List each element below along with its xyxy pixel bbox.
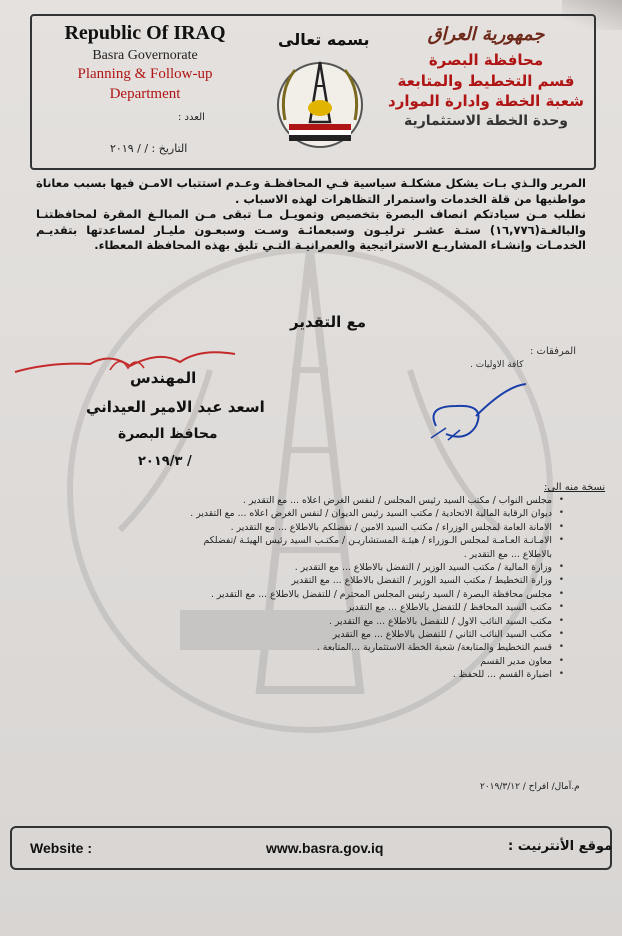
basmala: بسمه تعالى <box>278 30 370 49</box>
list-item: • الامـانـة العـامـة لمجلس الـوزراء / هيئـة المستشاريـن / مكتـب السيد رئيس الهيئـة /تفضلكم <box>40 534 564 547</box>
list-item: • مجلس النواب / مكتب السيد رئيس المجلس / لنفس الغرض اعلاه ... مع التقدير . <box>40 494 564 507</box>
list-item: • وزارة التخطيط / مكتب السيد الوزير / التفضل بالاطلاع ... مع التقدير <box>40 574 564 587</box>
letter-body <box>36 176 586 254</box>
list-item: • ديوان الرقابة المالية الاتحادية / مكتب السيد رئيس الديوان / لنفس الغرض اعلاه ... مع التقدير . <box>40 507 564 520</box>
list-item: • مكتب السيد المحافظ / للتفضل بالاطلاع ... مع التقدير <box>40 601 564 614</box>
website-label-ar: موقع الأنترنيت : <box>508 839 613 854</box>
date-label: التاريخ : / / ٢٠١٩ <box>110 142 188 155</box>
list-item: • مجلس محافظة البصرة / السيد رئيس المجلس المحترم / للتفضل بالاطلاع ... مع التقدير . <box>40 588 564 601</box>
list-item: بالاطلاع ... مع التقدير . <box>463 548 552 560</box>
signatory-role: محافظ البصرة <box>118 426 218 442</box>
list-item: • الامانة العامة لمجلس الوزراء / مكتب السيد الامين / تفضلكم بالاطلاع ... مع التقدير . <box>40 521 564 534</box>
governor-signature <box>10 342 240 382</box>
department-ar: قسم التخطيط والمتابعة <box>397 72 575 90</box>
basra-governorate-logo <box>265 50 375 150</box>
signatory-title: المهندس <box>130 369 197 387</box>
letterhead-english <box>40 20 250 103</box>
copies-list <box>40 494 564 682</box>
department-en-line2: Department <box>109 86 181 102</box>
list-item: • معاون مدير القسم <box>40 655 564 668</box>
governorate-en: Basra Governorate <box>92 48 198 63</box>
unit-ar: وحدة الخطة الاستثمارية <box>403 113 569 129</box>
signatory-name: اسعد عبد الامير العيداني <box>86 398 265 416</box>
department-en-line1: Planning & Follow-up <box>77 66 213 82</box>
governorate-ar: محافظة البصرة <box>428 51 544 69</box>
division-ar: شعبة الخطة وادارة الموارد <box>388 92 584 110</box>
attachments-label: المرفقات : <box>530 346 576 357</box>
list-item: • قسم التخطيط والمتابعة/ شعبة الخطة الاستثمارية ...المتابعة . <box>40 641 564 654</box>
attachments-item: كافة الاوليات . <box>470 360 524 370</box>
website-link[interactable]: www.basra.gov.iq <box>266 840 384 856</box>
website-label-en: Website : <box>30 840 92 856</box>
list-item: • مكتب السيد النائب الثاني / للتفضل بالاطلاع ... مع التقدير <box>40 628 564 641</box>
country-ar: جمهورية العراق <box>427 24 545 45</box>
letterhead-arabic <box>386 24 586 129</box>
initials-signature <box>416 376 536 446</box>
body-paragraph: نطلب مـن سيادتكم انصاف البصرة بتخصيص وتمويـل مـا تبقى مـن المبالـغ المقرة لمحافظتنـا والبالغـة(١٦,٧٧٦) ستـة عشـر ترليـون وسبعمائـة وسـت وسبعـون مليـار لمساعدتها بتقديـم الخدمـات وإنشـاء المشاريـع الاستراتيجية والعمرانيـة التـي تليق بهذه المحافظة المعطاء. <box>36 207 586 252</box>
reference-number-label: العدد : <box>178 112 205 123</box>
list-item: • مكتب السيد النائب الاول / للتفضل بالاطلاع ... مع التقدير . <box>40 615 564 628</box>
body-paragraph: المرير والـذي بـات يشكل مشكلـة سياسية فـي المحافظـة وعـدم استتباب الامـن فيها بسبب معاناة مواطنيها من قلة الخدمات واستمرار التظاهرات لهذه الاسباب . <box>36 176 586 206</box>
list-item: • وزارة المالية / مكتب السيد الوزير / التفضل بالاطلاع ... مع التقدير . <box>40 561 564 574</box>
country-en: Republic Of IRAQ <box>64 22 226 44</box>
signatory-date: / ٢٠١٩/٣ <box>138 454 192 469</box>
typist-reference: م.آمال/ افراح / ٢٠١٩/٣/١٢ <box>480 782 580 792</box>
copies-label: نسخة منه الى: <box>544 482 606 493</box>
closing-phrase: مع التقدير <box>290 313 367 331</box>
list-item: • اضبارة القسم ... للحفظ . <box>40 668 564 681</box>
